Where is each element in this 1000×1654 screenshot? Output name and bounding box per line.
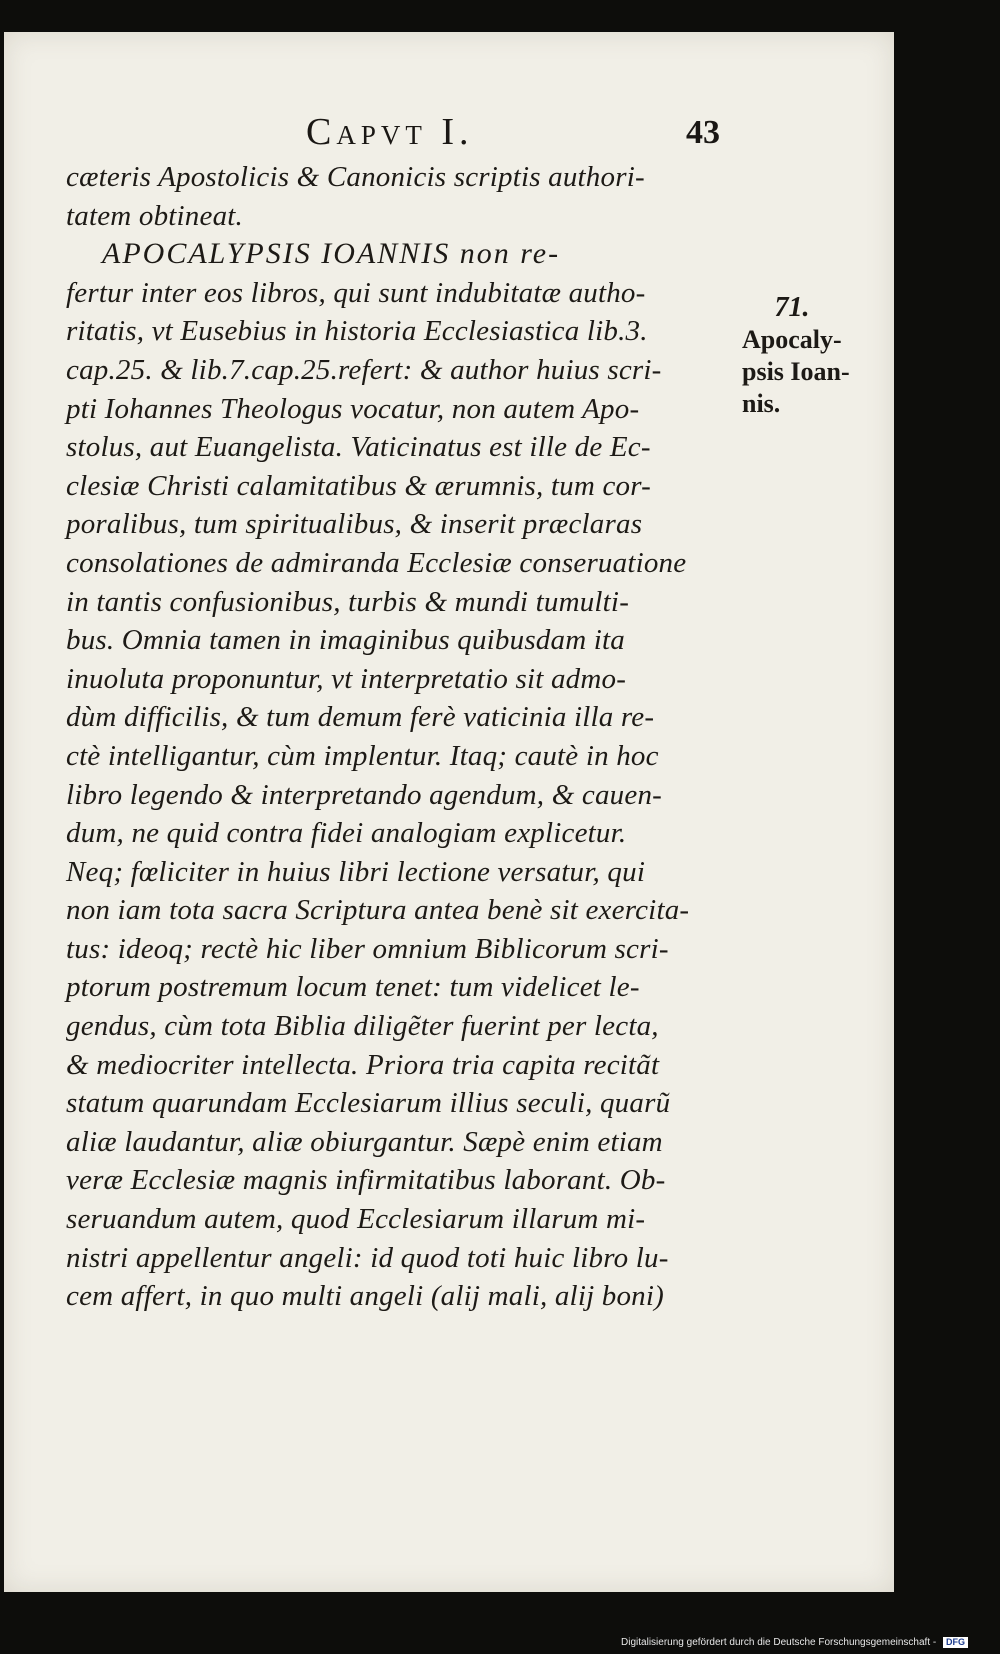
text-line: ritatis, vt Eusebius in historia Ecclesiastica lib.3. <box>66 315 648 348</box>
digitization-credit <box>621 1637 968 1648</box>
text-line: cem affert, in quo multi angeli (alij mali, alij boni) <box>66 1280 664 1313</box>
text-line: & mediocriter intellecta. Priora tria capita recitãt <box>66 1048 660 1081</box>
text-line: seruandum autem, quod Ecclesiarum illarum mi- <box>66 1203 646 1236</box>
text-line: cæteris Apostolicis & Canonicis scriptis authori- <box>66 161 645 193</box>
marginal-line: Apocaly- <box>742 325 842 354</box>
text-line: pti Iohannes Theologus vocatur, non autem Apo- <box>66 392 640 425</box>
text-line: aliæ laudantur, aliæ obiurgantur. Sæpè enim etiam <box>66 1125 663 1158</box>
text-line: APOCALYPSIS IOANNIS non re- <box>102 237 561 271</box>
text-line: libro legendo & interpretando agendum, & cauen- <box>66 778 663 811</box>
dfg-logo: DFG <box>943 1637 968 1648</box>
text-line: nistri appellentur angeli: id quod toti huic libro lu- <box>66 1241 669 1274</box>
text-line: inuoluta proponuntur, vt interpretatio sit admo- <box>66 662 627 695</box>
text-line: consolationes de admiranda Ecclesiæ conseruatione <box>66 546 687 579</box>
text-line: non iam tota sacra Scriptura antea benè sit exercita- <box>66 894 690 927</box>
text-line: fertur inter eos libros, qui sunt indubitatæ autho- <box>66 276 646 309</box>
marginal-line: nis. <box>742 389 781 418</box>
text-line: in tantis confusionibus, turbis & mundi tumulti- <box>66 585 630 618</box>
page-number: 43 <box>686 114 720 151</box>
text-line: bus. Omnia tamen in imaginibus quibusdam ita <box>66 624 626 657</box>
text-line: dum, ne quid contra fidei analogiam explicetur. <box>66 817 627 850</box>
text-line: clesiæ Christi calamitatibus & ærumnis, tum cor- <box>66 469 652 502</box>
text-line: tus: ideoq; rectè hic liber omnium Biblicorum scri- <box>66 932 669 965</box>
credit-text: Digitalisierung gefördert durch die Deutsche Forschungsgemeinschaft - <box>621 1637 937 1648</box>
text-line: Neq; fœliciter in huius libri lectione versatur, qui <box>66 855 646 888</box>
running-title: Capvt I. <box>306 111 474 153</box>
text-line: dùm difficilis, & tum demum ferè vaticinia illa re- <box>66 701 655 734</box>
marginal-number: 71. <box>774 292 810 323</box>
page-header <box>4 110 894 160</box>
text-line: stolus, aut Euangelista. Vaticinatus est ille de Ec- <box>66 431 651 464</box>
body-text <box>66 158 726 1316</box>
text-line: gendus, cùm tota Biblia diligẽter fuerint per lecta, <box>66 1010 659 1043</box>
text-line: ctè intelligantur, cùm implentur. Itaq; cautè in hoc <box>66 739 659 772</box>
text-line: tatem obtineat. <box>66 199 243 232</box>
text-line: ptorum postremum locum tenet: tum videlicet le- <box>66 971 640 1004</box>
text-line: veræ Ecclesiæ magnis infirmitatibus laborant. Ob- <box>66 1164 666 1197</box>
marginal-note <box>742 292 852 420</box>
book-page <box>4 32 894 1592</box>
text-line: statum quarundam Ecclesiarum illius seculi, quarũ <box>66 1087 671 1120</box>
text-line: cap.25. & lib.7.cap.25.refert: & author huius scri- <box>66 353 662 386</box>
marginal-line: psis Ioan- <box>742 357 850 386</box>
text-line: poralibus, tum spiritualibus, & inserit præclaras <box>66 508 643 541</box>
